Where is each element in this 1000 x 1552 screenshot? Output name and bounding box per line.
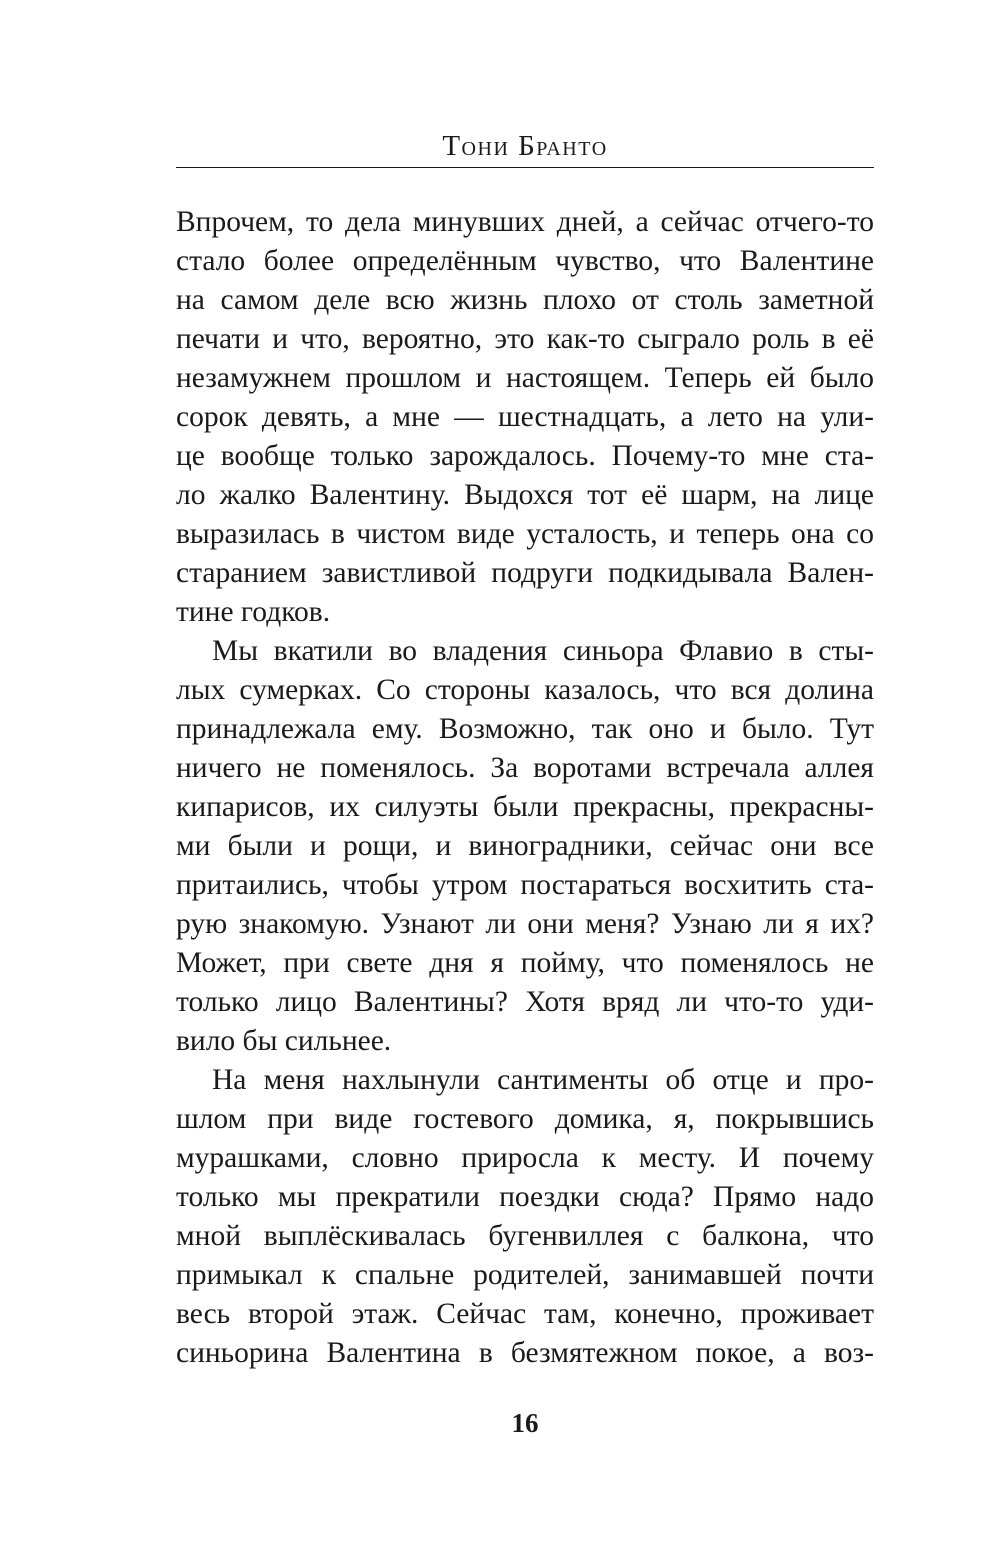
text-line: только лицо Валентины? Хотя вряд ли что-то уди-: [176, 986, 874, 1018]
page-number: 16: [511, 1408, 539, 1438]
text-line: ло жалко Валентину. Выдохся тот её шарм, на лице: [176, 479, 874, 511]
text-line: примыкал к спальне родителей, занимавшей почти: [176, 1259, 874, 1291]
text-line: кипарисов, их силуэты были прекрасны, прекрасны-: [176, 791, 874, 823]
text-line: стало более определённым чувство, что Валентине: [176, 245, 874, 277]
text-line: лых сумерках. Со стороны казалось, что вся долина: [176, 674, 874, 706]
text-line: шлом при виде гостевого домика, я, покрывшись: [176, 1103, 874, 1135]
text-line: рую знакомую. Узнают ли они меня? Узнаю ли я их?: [176, 908, 874, 940]
text-line: принадлежала ему. Возможно, так оно и было. Тут: [176, 713, 874, 745]
running-head-author: [176, 128, 874, 164]
text-line: мурашками, словно приросла к месту. И почему: [176, 1142, 874, 1174]
text-line: ми были и рощи, и виноградники, сейчас они все: [176, 830, 874, 862]
text-line: Мы вкатили во владения синьора Флавио в сты-: [212, 635, 874, 667]
text-line: только мы прекратили поездки сюда? Прямо надо: [176, 1181, 874, 1213]
text-line: весь второй этаж. Сейчас там, конечно, проживает: [176, 1298, 874, 1330]
text-line: мной выплёскивалась бугенвиллея с балкона, что: [176, 1220, 874, 1252]
header-rule: [176, 167, 874, 168]
author-name: Тони Бранто: [442, 130, 608, 162]
text-line: притаились, чтобы утром постараться восхитить ста-: [176, 869, 874, 901]
paragraph: [176, 203, 874, 632]
text-line: незамужнем прошлом и настоящем. Теперь ей было: [176, 362, 874, 394]
text-line: печати и что, вероятно, это как-то сыграло роль в её: [176, 323, 874, 355]
text-line: тине годков.: [176, 596, 331, 628]
text-line: ничего не поменялось. За воротами встречала аллея: [176, 752, 874, 784]
paragraph: [176, 1061, 874, 1373]
text-line: старанием завистливой подруги подкидывала Вален-: [176, 557, 874, 589]
text-line: вило бы сильнее.: [176, 1025, 392, 1057]
text-line: це вообще только зарождалось. Почему-то мне ста-: [176, 440, 874, 472]
text-line: выразилась в чистом виде усталость, и теперь она со: [176, 518, 874, 550]
body-text: [176, 203, 874, 1373]
paragraph: [176, 632, 874, 1061]
text-line: синьорина Валентина в безмятежном покое, а воз-: [176, 1337, 874, 1369]
text-line: сорок девять, а мне — шестнадцать, а лето на ули-: [176, 401, 874, 433]
text-line: Впрочем, то дела минувших дней, а сейчас отчего-то: [176, 206, 874, 238]
text-line: Может, при свете дня я пойму, что поменялось не: [176, 947, 874, 979]
text-line: на самом деле всю жизнь плохо от столь заметной: [176, 284, 874, 316]
text-line: На меня нахлынули сантименты об отце и про-: [212, 1064, 874, 1096]
